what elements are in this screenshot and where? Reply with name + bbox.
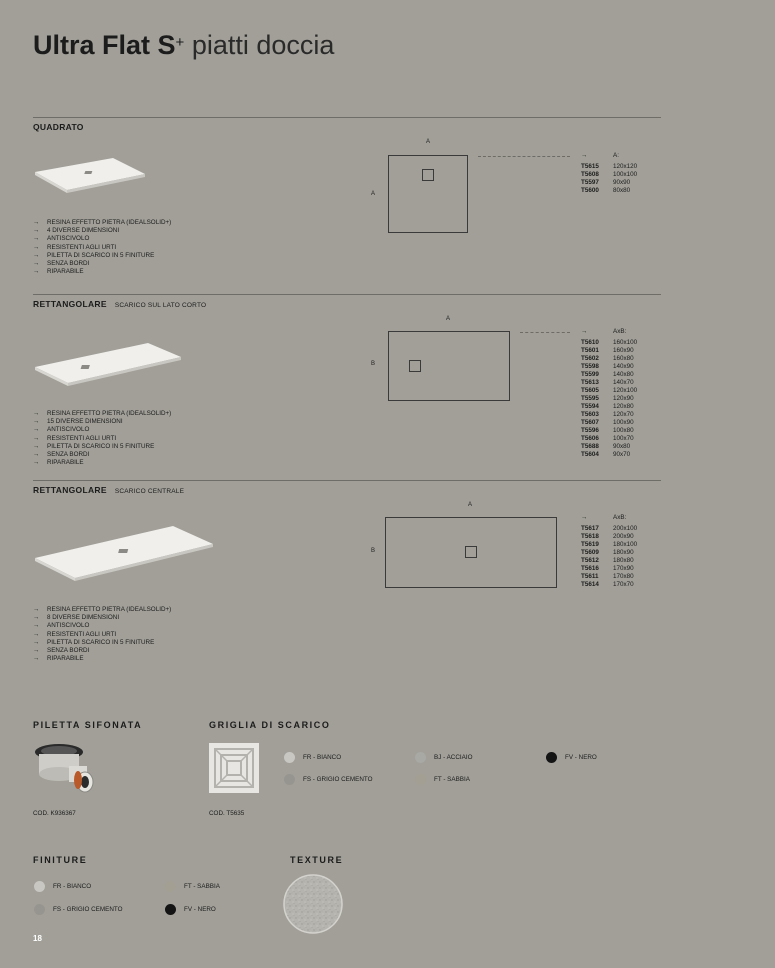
dimension-label-top: A: [426, 139, 431, 145]
features-list: → RESINA EFFETTO PIETRA (IDEALSOLID+) → 15 DIVERSE DIMENSIONI → ANTISCIVOLO → RESISTENTI AGLI URTI → PILETTA DI SCARICO IN 5 FINITURE → SENZA BORDI → RIPARABILE: [33, 410, 172, 467]
swatch-bj-acciaio: [415, 752, 426, 763]
title-superscript: +: [175, 34, 185, 51]
features-list: → RESINA EFFETTO PIETRA (IDEALSOLID+) → 4 DIVERSE DIMENSIONI → ANTISCIVOLO → RESISTENTI AGLI URTI → PILETTA DI SCARICO IN 5 FINITURE → SENZA BORDI → RIPARABILE: [33, 219, 172, 276]
tray-diagram: [388, 155, 468, 233]
griglia-image: [209, 743, 259, 793]
page-title: [33, 28, 334, 62]
page-number: 18: [33, 934, 42, 943]
dimension-label-side: B: [371, 361, 376, 367]
dimension-label-side: A: [371, 191, 376, 197]
swatch-label: FV - NERO: [565, 754, 597, 761]
features-list: → RESINA EFFETTO PIETRA (IDEALSOLID+) → 8 DIVERSE DIMENSIONI → ANTISCIVOLO → RESISTENTI AGLI URTI → PILETTA DI SCARICO IN 5 FINITURE → SENZA BORDI → RIPARABILE: [33, 606, 172, 663]
section-heading-quadrato: QUADRATO: [33, 122, 84, 132]
swatch-label: BJ - ACCIAIO: [434, 754, 473, 761]
finiture-heading: FINITURE: [33, 855, 88, 865]
swatch-fr-bianco: [284, 752, 295, 763]
section-divider: [33, 294, 661, 295]
drain-diagram: [465, 546, 477, 558]
drain-diagram: [422, 169, 434, 181]
swatch-label: FR - BIANCO: [303, 754, 342, 761]
title-bold: Ultra Flat S: [33, 30, 176, 60]
shower-tray-rect-image: [33, 337, 183, 395]
swatch-fs-grigio-cemento: [34, 904, 45, 915]
section-divider: [33, 480, 661, 481]
texture-heading: TEXTURE: [290, 855, 344, 865]
swatch-label: FR - BIANCO: [53, 883, 92, 890]
size-table: → AxB: T5617 200x100 T5618 200x90 T5619 180x100 T5609 180x90 T5612 180x80 T5616 170x90 T5611 170x80 T5614 170x70: [581, 514, 638, 588]
section-heading-rettangolare-lato-corto: RETTANGOLARE SCARICO SUL LATO CORTO: [33, 299, 207, 309]
swatch-fv-nero: [165, 904, 176, 915]
leader-line: [520, 332, 570, 333]
dimension-label-top: A: [446, 316, 451, 322]
swatch-fv-nero: [546, 752, 557, 763]
piletta-heading: PILETTA SIFONATA: [33, 720, 143, 730]
shower-tray-square-image: [33, 150, 147, 196]
dimension-label-side: B: [371, 548, 376, 554]
swatch-label: FT - SABBIA: [184, 883, 220, 890]
swatch-label: FS - GRIGIO CEMENTO: [303, 776, 373, 783]
dimension-label-top: A: [468, 502, 473, 508]
size-table: → A: T5615 120x120 T5608 100x100 T5597 90x90 T5600 80x80: [581, 152, 638, 194]
drain-diagram: [409, 360, 421, 372]
swatch-fr-bianco: [34, 881, 45, 892]
swatch-ft-sabbia: [165, 881, 176, 892]
piletta-code: COD. K936367: [33, 810, 76, 817]
title-light: piatti doccia: [191, 30, 335, 60]
swatch-ft-sabbia: [415, 774, 426, 785]
swatch-fs-grigio-cemento: [284, 774, 295, 785]
section-divider: [33, 117, 661, 118]
tray-diagram: [388, 331, 510, 401]
texture-sample-image: [283, 874, 343, 934]
griglia-heading: GRIGLIA DI SCARICO: [209, 720, 331, 730]
section-heading-rettangolare-centrale: RETTANGOLARE SCARICO CENTRALE: [33, 485, 185, 495]
swatch-label: FT - SABBIA: [434, 776, 470, 783]
leader-line: [478, 156, 570, 157]
griglia-code: COD. T5635: [209, 810, 245, 817]
swatch-label: FS - GRIGIO CEMENTO: [53, 906, 123, 913]
piletta-sifonata-image: [33, 742, 95, 798]
swatch-label: FV - NERO: [184, 906, 216, 913]
shower-tray-long-image: [33, 520, 215, 590]
size-table: → AxB: T5610 160x100 T5601 160x90 T5602 160x80 T5598 140x90 T5599 140x80 T5613 140x70 T5605 120x100 T5595 120x90 T5594 120x80 T5603 120x70 T5607 100x90 T5596 100x80 T5606 100x70 T5688 90x80 T5604 90x70: [581, 328, 638, 458]
